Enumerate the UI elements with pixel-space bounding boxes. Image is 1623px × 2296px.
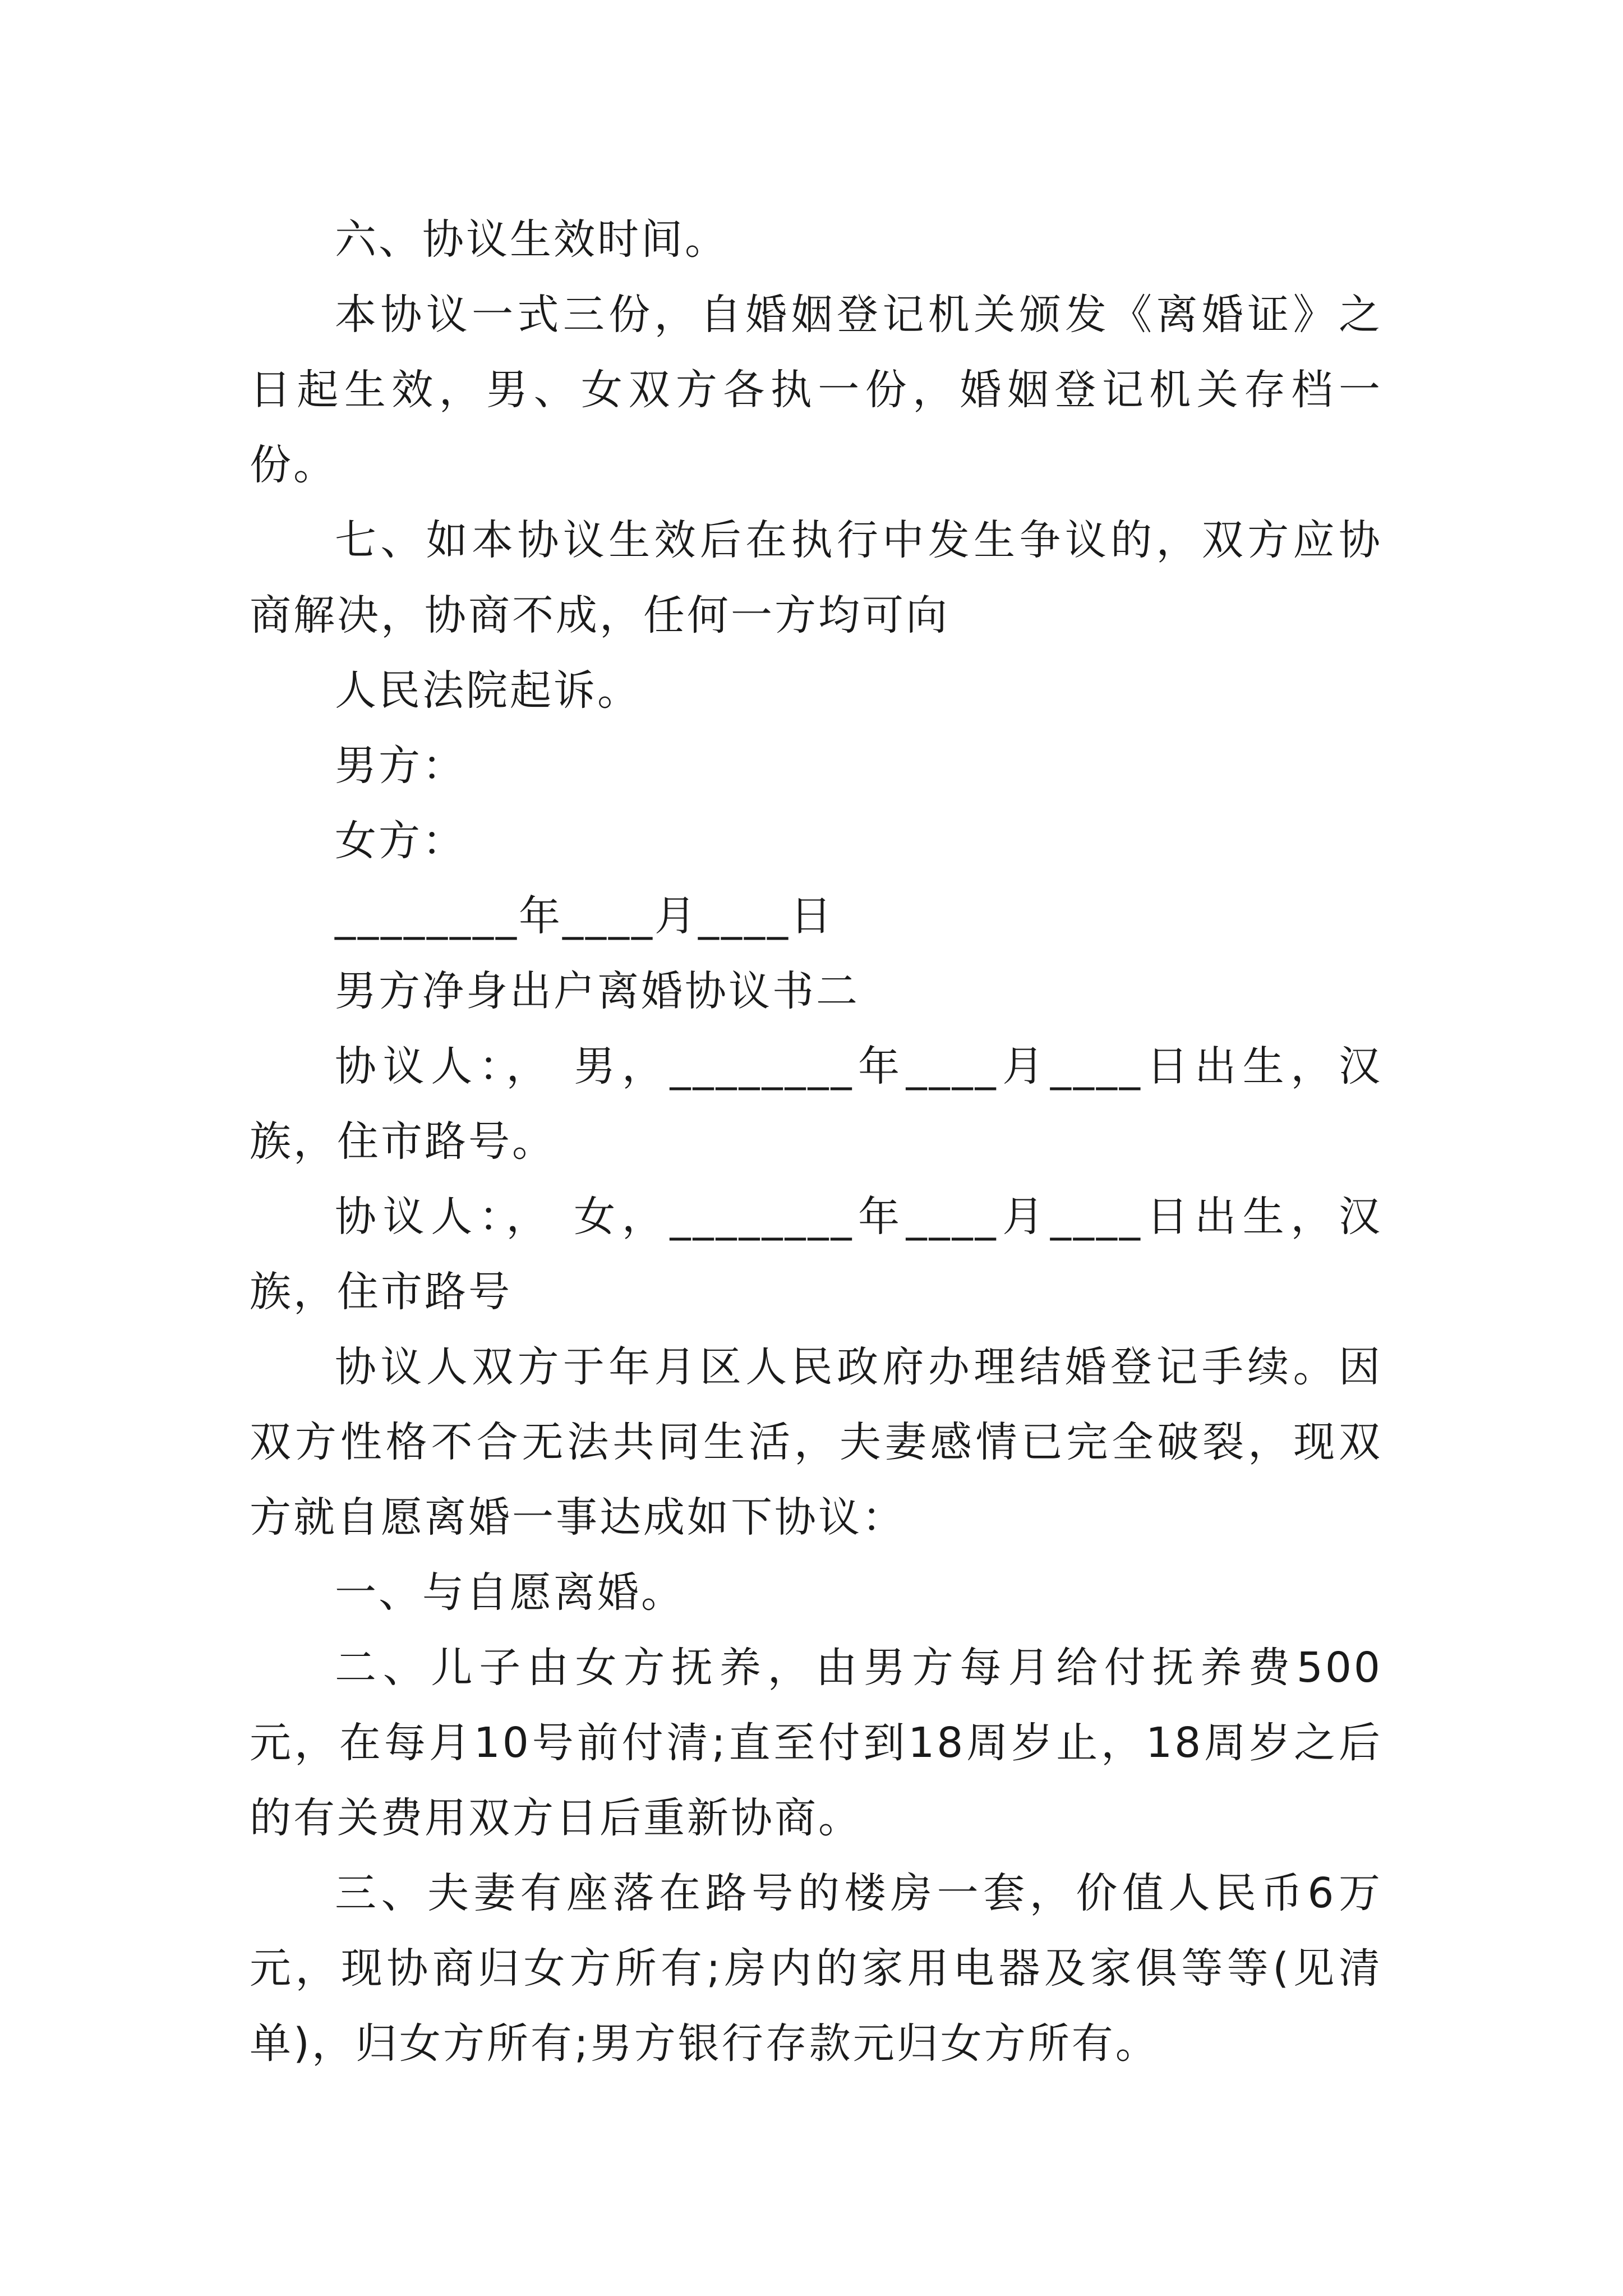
document-two-title: 男方净身出户离婚协议书二	[335, 967, 860, 1015]
date-line: ________年____月____日	[335, 892, 834, 940]
male-party-info: 协议人：， 男，________年____月____日出生，汉族，住市路号。	[250, 1042, 1382, 1166]
male-party-signature: 男方：	[335, 742, 466, 790]
clause-three: 三、夫妻有座落在路号的楼房一套，价值人民币6万元，现协商归女方所有;房内的家用电器及家俱等等(见清单)，归女方所有;男方银行存款元归女方所有。	[250, 1869, 1382, 2068]
female-party-info: 协议人：， 女，________年____月____日出生，汉族，住市路号	[250, 1193, 1382, 1316]
clause-seven: 七、如本协议生效后在执行中发生争议的，双方应协商解决，协商不成，任何一方均可向	[250, 516, 1382, 639]
document-body	[250, 202, 1382, 2081]
clause-two: 二、儿子由女方抚养，由男方每月给付抚养费500元，在每月10号前付清;直至付到18周岁止，18周岁之后的有关费用双方日后重新协商。	[250, 1644, 1382, 1842]
agreement-preamble: 协议人双方于年月区人民政府办理结婚登记手续。因双方性格不合无法共同生活，夫妻感情已完全破裂，现双方就自愿离婚一事达成如下协议：	[250, 1343, 1382, 1542]
clause-six-body: 本协议一式三份，自婚姻登记机关颁发《离婚证》之日起生效，男、女双方各执一份，婚姻登记机关存档一份。	[250, 291, 1382, 489]
clause-six-heading: 六、协议生效时间。	[335, 215, 728, 264]
female-party-signature: 女方：	[335, 817, 466, 865]
clause-one: 一、与自愿离婚。	[335, 1568, 685, 1617]
clause-seven-continued: 人民法院起诉。	[335, 666, 641, 715]
